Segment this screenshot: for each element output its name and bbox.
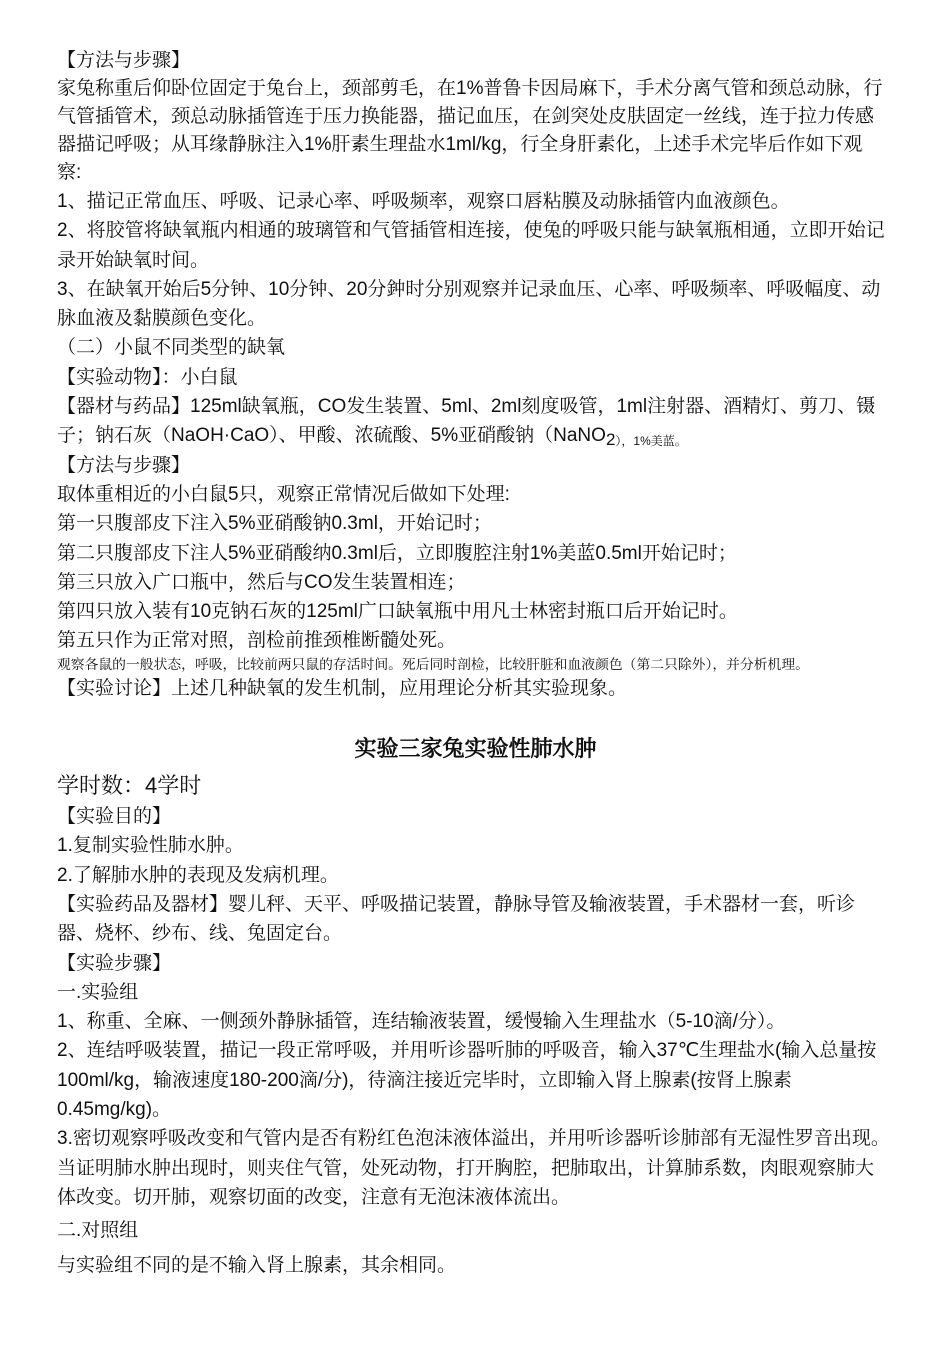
methods-text-line: 气管插管术，颈总动脉插管连于压力换能器，描记血压，在剑突处皮肤固定一丝线，连于拉力传感 (57, 106, 875, 127)
rabbit-hypoxia-section (57, 47, 894, 333)
mouse-procedure: 第一只腹部皮下注入5%亚硝酸钠0.3ml，开始记时； (57, 513, 492, 535)
section-subtitle: （二）小鼠不同类型的缺氧 (57, 337, 286, 359)
purpose-item: 2.了解肺水肿的表现及发病机理。 (57, 864, 339, 886)
group-step-2-continued: 100ml/kg，输液速度180-200滴/分)，待滴注接近完毕时，立即输入肾上腺素(按肾上腺素 (57, 1069, 792, 1091)
group-step-2-continued: 0.45mg/kg)。 (57, 1099, 172, 1121)
group-step-3-continued: 当证明肺水肿出现时，则夹住气管，处死动物，打开胸腔，把肺取出，计算肺系数，肉眼观察肺大 (57, 1157, 875, 1179)
rabbit-step-2: 2、将胶管将缺氧瓶内相通的玻璃管和气管插管相连接，使兔的呼吸只能与缺氧瓶相通，立即开始记 (57, 220, 885, 242)
group-step-3-continued: 体改变。切开肺，观察切面的改变，注意有无泡沫液体流出。 (57, 1186, 571, 1208)
rabbit-step-1: 1、描记正常血压、呼吸、记录心率、呼吸频率，观察口唇粘膜及动脉插管内血液颜色。 (57, 191, 790, 212)
mouse-procedure: 第三只放入广口瓶中，然后与CO发生装置相连； (57, 571, 466, 593)
experiment-3-section (57, 734, 894, 1280)
materials-line-2-main: 子；钠石灰（NaOH·CaO）、甲酸、浓硫酸、5%亚硝酸钠（NaNO (57, 425, 606, 447)
experiment-title: 实验三家兔实验性肺水肿 (354, 736, 597, 762)
purpose-heading: 【实验目的】 (57, 806, 172, 828)
methods-text-line: 器描记呼吸；从耳缘静脉注入1%肝素生理盐水1ml/kg，行全身肝素化，上述手术完毕后作如下观 (57, 134, 863, 155)
rabbit-step-3: 3、在缺氧开始后5分钟、10分钟、20分鈡时分别观察并记录血压、心率、呼吸频率、呼吸幅度、动 (57, 278, 881, 300)
experiment-animals: 【实验动物】：小白鼠 (57, 366, 238, 388)
methods-text-line: 家兔称重后仰卧位固定于兔台上，颈部剪毛，在1%普鲁卡因局麻下，手术分离气管和颈总动脉，行 (57, 78, 883, 99)
materials-line-2-tail: ），1%美蓝。 (615, 434, 687, 449)
methods-heading: 【方法与步骤】 (57, 454, 191, 476)
mouse-procedure: 第四只放入装有10克钠石灰的125ml广口缺氧瓶中用凡士林密封瓶口后开始记时。 (57, 601, 738, 623)
methods-intro: 取体重相近的小白鼠5只，观察正常情况后做如下处理: (57, 483, 510, 505)
methods-heading: 【方法与步骤】 (57, 50, 191, 71)
materials-line: 【实验药品及器材】婴儿秤、天平、呼吸描记装置，静脉导管及输液装置，手术器材一套，听诊 (57, 893, 856, 915)
formula-subscript: 2 (605, 430, 616, 450)
materials-line-2 (57, 421, 894, 450)
mouse-procedure: 第二只腹部皮下注人5%亚硝酸纳0.3ml后，立即腹腔注射1%美蓝0.5ml开始记时； (57, 542, 737, 564)
mouse-hypoxia-section (57, 333, 894, 703)
control-group-text: 与实验组不同的是不输入肾上腺素，其余相同。 (57, 1254, 457, 1276)
steps-heading: 【实验步骤】 (57, 952, 172, 974)
group-step-3: 3.密切观察呼吸改变和气管内是否有粉红色泡沫液体溢出，并用听诊器听诊肺部有无湿性罗音出现。 (57, 1128, 890, 1150)
materials-line-1: 【器材与药品】125ml缺氧瓶，CO发生装置、5ml、2ml刻度吸管，1ml注射器、酒精灯、剪刀、镊 (57, 396, 876, 418)
mouse-procedure: 第五只作为正常对照，剖检前推颈椎断髓处死。 (57, 630, 457, 652)
methods-text-line: 察: (57, 162, 82, 183)
experiment-discussion: 【实验讨论】上述几种缺氧的发生机制，应用理论分析其实验现象。 (57, 677, 628, 699)
experimental-group-label: 一.实验组 (57, 981, 139, 1003)
group-step-2: 2、连结呼吸装置，描记一段正常呼吸，并用听诊器听肺的呼吸音，输入37℃生理盐水(输入总量按 (57, 1040, 877, 1062)
rabbit-step-3-continued: 脉血液及黏膜颜色变化。 (57, 308, 267, 330)
control-group-label: 二.对照组 (57, 1220, 139, 1242)
observation-note: 观察各鼠的一般状态，呼吸，比较前两只鼠的存活时间。死后同时剖检，比较肝脏和血液颜色（第二只除外），并分析机理。 (57, 656, 809, 672)
class-hours: 学时数：4学时 (57, 773, 202, 799)
group-step-1: 1、称重、全麻、一侧颈外静脉插管，连结输液装置，缓慢输入生理盐水（5-10滴/分）。 (57, 1011, 786, 1033)
purpose-item: 1.复制实验性肺水肿。 (57, 835, 244, 857)
materials-line: 器、烧杯、纱布、线、兔固定台。 (57, 923, 343, 945)
rabbit-step-2-continued: 录开始缺氧时间。 (57, 249, 210, 271)
